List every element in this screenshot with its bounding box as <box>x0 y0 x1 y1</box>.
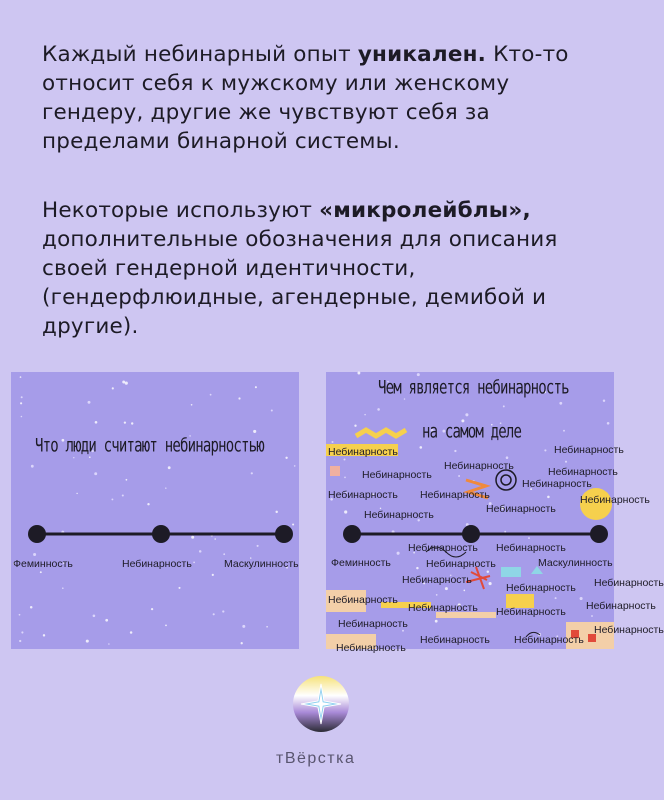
word-nonbinary: Небинарность <box>496 606 566 618</box>
word-nonbinary: Небинарность <box>554 444 624 456</box>
spectrum-line <box>11 372 299 649</box>
word-nonbinary: Небинарность <box>420 489 490 501</box>
panel-right-title-line1: Чем является небинарность <box>378 377 569 399</box>
word-nonbinary: Небинарность <box>338 618 408 630</box>
dot-masculinity <box>275 525 293 543</box>
word-nonbinary: Небинарность <box>486 503 556 515</box>
word-nonbinary: Небинарность <box>364 509 434 521</box>
panel-right-title-line2: на самом деле <box>422 421 522 443</box>
label-masculinity: Маскулинность <box>538 557 613 569</box>
dot-femininity <box>28 525 46 543</box>
brand-name: тВёрстка <box>276 750 356 767</box>
word-nonbinary: Небинарность <box>426 558 496 570</box>
word-nonbinary: Небинарность <box>506 582 576 594</box>
word-nonbinary: Небинарность <box>586 600 656 612</box>
word-nonbinary: Небинарность <box>522 478 592 490</box>
paragraph-nonbinary-unique: Каждый небинарный опыт уникален. Кто-то относит себя к мужскому или женскому гендеру, другие же чувствуют себя за пределами бинарной системы. <box>42 42 569 154</box>
word-nonbinary: Небинарность <box>328 489 398 501</box>
panel-what-people-think <box>11 372 299 649</box>
word-nonbinary: Небинарность <box>408 542 478 554</box>
bold-unique: уникален. <box>357 42 487 67</box>
logo-icon <box>293 676 349 732</box>
panel-what-it-really-is <box>326 372 664 654</box>
word-nonbinary: Небинарность <box>420 634 490 646</box>
word-nonbinary: Небинарность <box>594 624 664 636</box>
label-femininity: Феминность <box>13 558 73 570</box>
word-nonbinary: Небинарность <box>514 634 584 646</box>
word-nonbinary: Небинарность <box>402 574 472 586</box>
word-nonbinary: Небинарность <box>408 602 478 614</box>
label-nonbinary: Небинарность <box>122 558 192 570</box>
paragraph-microlabels: Некоторые используют «микролейблы», дополнительные обозначения для описания своей гендерной идентичности, (гендерфлюидные, агендерные, демибой и другие). <box>42 198 558 339</box>
word-nonbinary: Небинарность <box>328 594 398 606</box>
label-femininity: Феминность <box>331 557 391 569</box>
word-nonbinary: Небинарность <box>496 542 566 554</box>
label-masculinity: Маскулинность <box>224 558 299 570</box>
panel-left-title: Что люди считают небинарностью <box>35 435 264 457</box>
word-nonbinary: Небинарность <box>548 466 618 478</box>
word-nonbinary: Небинарность <box>594 577 664 589</box>
word-nonbinary: Небинарность <box>362 469 432 481</box>
dot-nonbinary <box>152 525 170 543</box>
word-nonbinary: Небинарность <box>328 446 398 458</box>
word-nonbinary: Небинарность <box>580 494 650 506</box>
word-nonbinary: Небинарность <box>336 642 406 654</box>
bold-microlabels: «микролейблы», <box>319 198 531 223</box>
word-nonbinary: Небинарность <box>444 460 514 472</box>
